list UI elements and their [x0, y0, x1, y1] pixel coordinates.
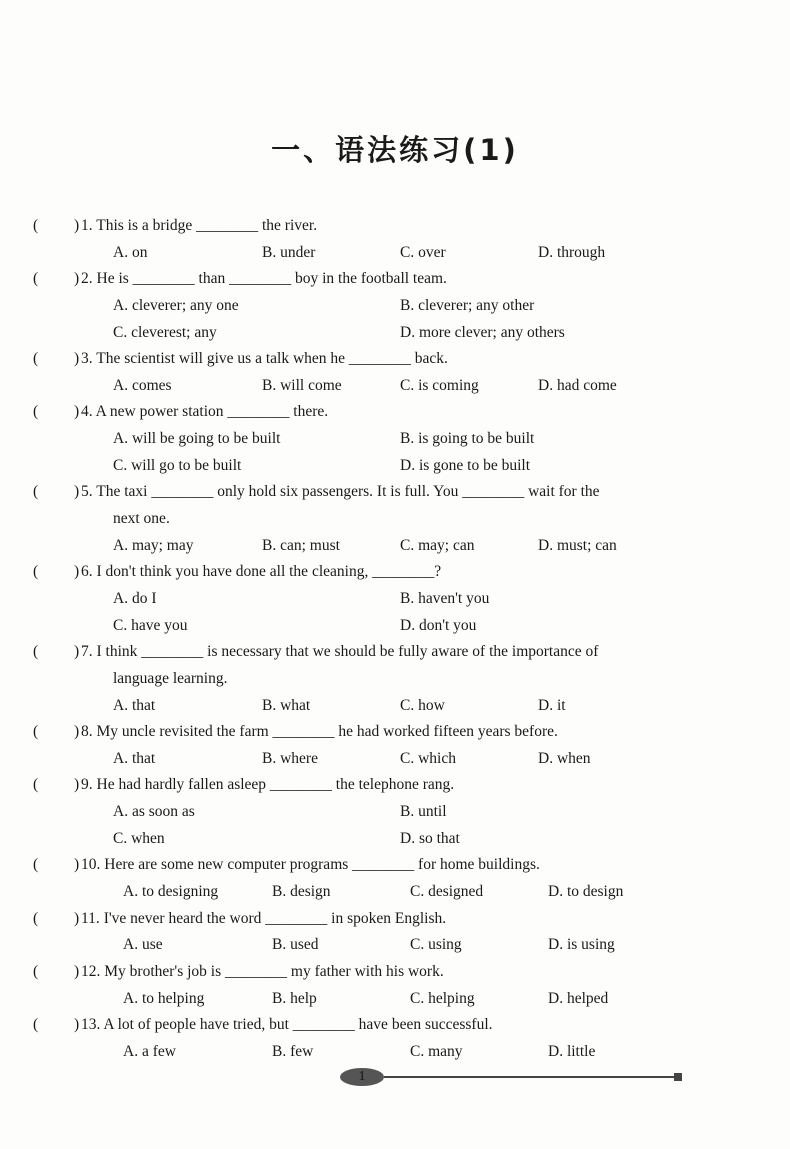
question-stem [81, 719, 558, 746]
answer-option[interactable]: A. to helping [123, 989, 205, 1007]
answer-paren-close: ) [74, 723, 80, 741]
question-continuation: next one. [113, 510, 170, 528]
question-text: I think ________ is necessary that we should be fully aware of the importance of [96, 643, 599, 661]
answer-paren-open: ( [33, 403, 39, 421]
answer-option[interactable]: A. may; may [113, 536, 194, 554]
answer-paren-open: ( [33, 270, 39, 288]
options-line [0, 826, 790, 853]
answer-option[interactable]: B. where [262, 749, 318, 767]
answer-option[interactable]: A. as soon as [113, 803, 195, 821]
options-line [0, 426, 790, 453]
question-number: 3. [81, 350, 93, 368]
answer-option[interactable]: C. designed [410, 883, 484, 901]
question-continuation: language learning. [113, 669, 228, 687]
question-number: 9. [81, 776, 93, 794]
answer-paren-close: ) [74, 270, 80, 288]
question-stem-line [0, 399, 790, 426]
question-number: 7. [81, 643, 93, 661]
answer-option[interactable]: B. is going to be built [400, 430, 535, 448]
question-number: 5. [81, 483, 93, 501]
options-line [0, 613, 790, 640]
answer-option[interactable]: A. to designing [123, 883, 219, 901]
answer-option[interactable]: C. have you [113, 616, 188, 634]
answer-paren-close: ) [74, 776, 80, 794]
answer-option[interactable]: B. can; must [262, 536, 340, 554]
question-text: The scientist will give us a talk when he ________ back. [96, 350, 448, 368]
options-line [0, 799, 790, 826]
question-number: 8. [81, 723, 93, 741]
question-stem-line [0, 906, 790, 933]
answer-option[interactable]: C. which [400, 749, 456, 767]
answer-paren-open: ( [33, 217, 39, 234]
answer-option[interactable]: D. had come [538, 376, 617, 394]
question-text: This is a bridge ________ the river. [96, 217, 318, 234]
question-stem-line [0, 719, 790, 746]
answer-option[interactable]: C. using [410, 936, 462, 954]
answer-option[interactable]: B. will come [262, 376, 342, 394]
options-line [0, 293, 790, 320]
answer-option[interactable]: A. that [113, 696, 156, 714]
question-stem-line [0, 852, 790, 879]
question-number: 13. [81, 1016, 101, 1034]
answer-paren-close: ) [74, 217, 80, 234]
answer-option[interactable]: C. is coming [400, 376, 479, 394]
answer-option[interactable]: D. through [538, 243, 606, 261]
question-number: 1. [81, 217, 93, 234]
answer-paren-close: ) [74, 563, 80, 581]
answer-option[interactable]: D. is gone to be built [400, 456, 531, 474]
answer-option[interactable]: C. cleverest; any [113, 323, 217, 341]
answer-option[interactable]: D. little [548, 1042, 596, 1060]
options-line [0, 746, 790, 773]
question-continuation-line [0, 666, 790, 693]
answer-paren-open: ( [33, 350, 39, 368]
answer-option[interactable]: B. few [272, 1042, 314, 1060]
answer-option[interactable]: B. used [272, 936, 319, 954]
answer-paren-open: ( [33, 909, 39, 927]
answer-option[interactable]: D. more clever; any others [400, 323, 565, 341]
question-stem [81, 906, 446, 933]
answer-option[interactable]: A. that [113, 749, 156, 767]
answer-option[interactable]: A. on [113, 243, 148, 261]
page-footer [340, 1068, 685, 1088]
answer-paren-open: ( [33, 776, 39, 794]
answer-option[interactable]: A. use [123, 936, 163, 954]
question-stem [81, 399, 328, 426]
question-stem [81, 213, 317, 240]
answer-option[interactable]: A. will be going to be built [113, 430, 281, 448]
question-stem [81, 266, 447, 293]
page-title: 一、语法练习(1) [271, 133, 519, 167]
question-stem-line [0, 479, 790, 506]
question-number: 12. [81, 962, 101, 980]
answer-option[interactable]: C. helping [410, 989, 475, 1007]
answer-option[interactable]: A. cleverer; any one [113, 296, 239, 314]
question-text: Here are some new computer programs ________ for home buildings. [104, 856, 540, 874]
answer-option[interactable]: D. don't you [400, 616, 477, 634]
answer-option[interactable]: C. may; can [400, 536, 475, 554]
question-stem-line [0, 959, 790, 986]
answer-option[interactable]: C. will go to be built [113, 456, 242, 474]
answer-option[interactable]: C. when [113, 829, 165, 847]
answer-option[interactable]: A. do I [113, 589, 157, 607]
question-text: I don't think you have done all the cleaning, ________? [96, 563, 442, 581]
question-number: 11. [81, 909, 100, 927]
question-stem [81, 772, 454, 799]
page-number: 1 [340, 1068, 384, 1086]
answer-option[interactable]: B. under [262, 243, 316, 261]
answer-paren-close: ) [74, 909, 80, 927]
answer-paren-close: ) [74, 1016, 80, 1034]
answer-paren-close: ) [74, 856, 80, 874]
question-stem [81, 479, 600, 506]
answer-paren-close: ) [74, 643, 80, 661]
footer-square-icon [674, 1073, 682, 1081]
options-line [0, 373, 790, 400]
question-stem-line [0, 559, 790, 586]
question-number: 2. [81, 270, 93, 288]
question-continuation-line [0, 506, 790, 533]
answer-option[interactable]: D. to design [548, 883, 624, 901]
options-line [0, 986, 790, 1013]
question-stem-line [0, 346, 790, 373]
answer-paren-open: ( [33, 723, 39, 741]
answer-option[interactable]: C. over [400, 243, 446, 261]
answer-option[interactable]: B. what [262, 696, 311, 714]
answer-option[interactable]: D. so that [400, 829, 460, 847]
options-line [0, 320, 790, 347]
answer-option[interactable]: B. until [400, 803, 447, 821]
footer-rule [384, 1076, 674, 1078]
answer-option[interactable]: B. cleverer; any other [400, 296, 535, 314]
answer-paren-open: ( [33, 856, 39, 874]
options-line [0, 240, 790, 267]
answer-paren-open: ( [33, 563, 39, 581]
answer-paren-close: ) [74, 350, 80, 368]
answer-paren-open: ( [33, 643, 39, 661]
question-number: 4. [81, 403, 93, 421]
question-text: I've never heard the word ________ in spoken English. [103, 909, 447, 927]
question-stem-line [0, 772, 790, 799]
question-text: A new power station ________ there. [95, 403, 329, 421]
answer-paren-open: ( [33, 1016, 39, 1034]
question-text: He had hardly fallen asleep ________ the telephone rang. [96, 776, 455, 794]
options-line [0, 693, 790, 720]
question-text: My brother's job is ________ my father with his work. [104, 962, 444, 980]
answer-option[interactable]: D. it [538, 696, 566, 714]
options-line [0, 932, 790, 959]
answer-option[interactable]: D. when [538, 749, 591, 767]
question-stem-line [0, 266, 790, 293]
question-stem [81, 639, 598, 666]
answer-paren-open: ( [33, 483, 39, 501]
question-stem [81, 959, 444, 986]
options-line [0, 1039, 790, 1066]
question-stem-line [0, 213, 790, 240]
question-stem-line [0, 639, 790, 666]
answer-paren-open: ( [33, 962, 39, 980]
options-line [0, 879, 790, 906]
answer-option[interactable]: C. many [410, 1042, 463, 1060]
question-number: 6. [81, 563, 93, 581]
question-text: The taxi ________ only hold six passengers. It is full. You ________ wait for the [96, 483, 600, 501]
answer-option[interactable]: A. a few [123, 1042, 176, 1060]
question-stem [81, 1012, 493, 1039]
answer-option[interactable]: D. is using [548, 936, 615, 954]
options-line [0, 453, 790, 480]
answer-option[interactable]: B. design [272, 883, 331, 901]
question-list [0, 213, 790, 1066]
answer-paren-close: ) [74, 403, 80, 421]
answer-paren-close: ) [74, 483, 80, 501]
answer-option[interactable]: A. comes [113, 376, 172, 394]
answer-option[interactable]: D. must; can [538, 536, 617, 554]
question-text: A lot of people have tried, but ________ have been successful. [103, 1016, 493, 1034]
answer-option[interactable]: C. how [400, 696, 445, 714]
question-stem [81, 346, 448, 373]
answer-option[interactable]: B. help [272, 989, 317, 1007]
options-line [0, 533, 790, 560]
question-stem [81, 559, 441, 586]
answer-paren-close: ) [74, 962, 80, 980]
answer-option[interactable]: B. haven't you [400, 589, 490, 607]
question-stem [81, 852, 540, 879]
question-number: 10. [81, 856, 101, 874]
answer-option[interactable]: D. helped [548, 989, 609, 1007]
options-line [0, 586, 790, 613]
question-text: He is ________ than ________ boy in the football team. [96, 270, 447, 288]
question-text: My uncle revisited the farm ________ he had worked fifteen years before. [96, 723, 558, 741]
question-stem-line [0, 1012, 790, 1039]
